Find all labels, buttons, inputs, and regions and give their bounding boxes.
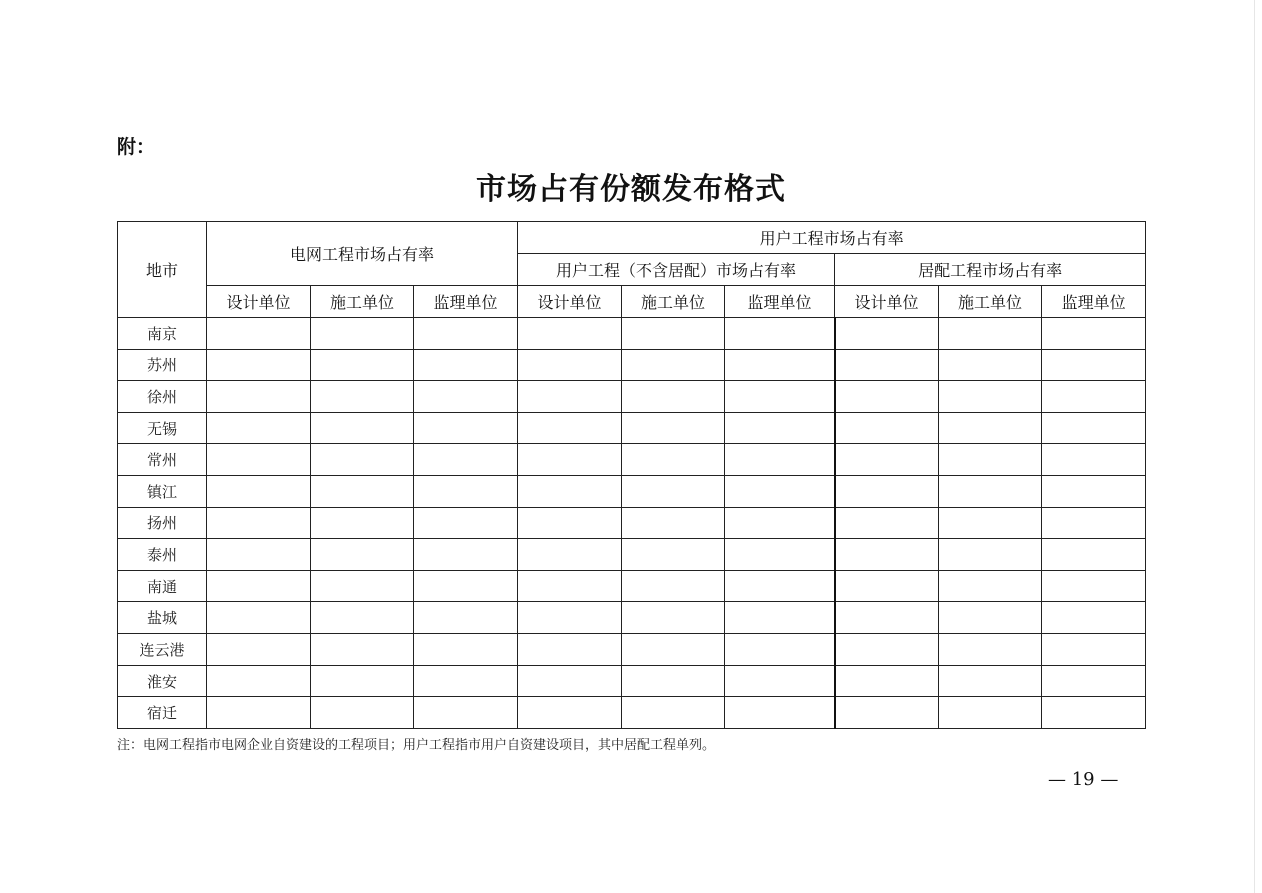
table-row bbox=[118, 349, 1146, 381]
market-share-table bbox=[117, 221, 1146, 729]
grid-engineering-header: 电网工程市场占有率 bbox=[207, 222, 518, 286]
city-cell: 淮安 bbox=[118, 665, 207, 697]
city-cell: 宿迁 bbox=[118, 697, 207, 729]
city-cell: 常州 bbox=[118, 444, 207, 476]
page-edge-divider bbox=[1254, 0, 1255, 893]
city-cell: 盐城 bbox=[118, 602, 207, 634]
table-row bbox=[118, 318, 1146, 350]
city-cell: 连云港 bbox=[118, 634, 207, 666]
city-cell: 南京 bbox=[118, 318, 207, 350]
user-engineering-header: 用户工程市场占有率 bbox=[518, 222, 1146, 254]
unit-header: 设计单位 bbox=[518, 286, 622, 318]
table-row bbox=[118, 507, 1146, 539]
unit-header: 施工单位 bbox=[311, 286, 414, 318]
table-footnote: 注：电网工程指市电网企业自资建设的工程项目；用户工程指市用户自资建设项目，其中居配工程单列。 bbox=[117, 738, 716, 753]
table-row bbox=[118, 665, 1146, 697]
attachment-label: 附： bbox=[117, 136, 156, 158]
table-row bbox=[118, 444, 1146, 476]
unit-header: 设计单位 bbox=[207, 286, 311, 318]
table-row bbox=[118, 697, 1146, 729]
table-row bbox=[118, 381, 1146, 413]
unit-header: 监理单位 bbox=[1042, 286, 1146, 318]
table-row bbox=[118, 634, 1146, 666]
city-cell: 无锡 bbox=[118, 412, 207, 444]
document-title: 市场占有份额发布格式 bbox=[476, 172, 786, 207]
unit-header: 设计单位 bbox=[835, 286, 939, 318]
page-number: — 19 — bbox=[1048, 769, 1119, 790]
residential-header: 居配工程市场占有率 bbox=[835, 254, 1146, 286]
city-cell: 泰州 bbox=[118, 539, 207, 571]
city-cell: 徐州 bbox=[118, 381, 207, 413]
city-cell: 南通 bbox=[118, 570, 207, 602]
unit-header: 施工单位 bbox=[622, 286, 725, 318]
table-row bbox=[118, 570, 1146, 602]
city-cell: 镇江 bbox=[118, 476, 207, 508]
table-row bbox=[118, 539, 1146, 571]
user-excl-residential-header: 用户工程（不含居配）市场占有率 bbox=[518, 254, 835, 286]
table-row bbox=[118, 602, 1146, 634]
city-header: 地市 bbox=[118, 222, 207, 318]
table-row bbox=[118, 412, 1146, 444]
table-row bbox=[118, 476, 1146, 508]
city-cell: 苏州 bbox=[118, 349, 207, 381]
unit-header: 施工单位 bbox=[939, 286, 1042, 318]
unit-header: 监理单位 bbox=[725, 286, 835, 318]
city-cell: 扬州 bbox=[118, 507, 207, 539]
unit-header: 监理单位 bbox=[414, 286, 518, 318]
